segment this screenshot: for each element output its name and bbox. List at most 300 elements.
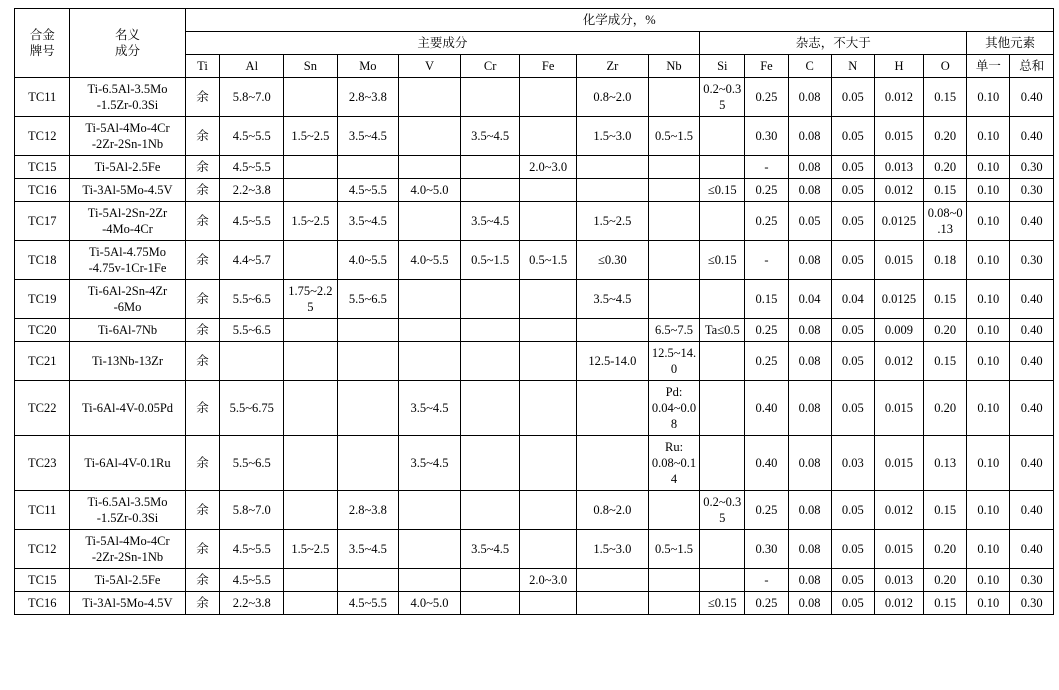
cell-total: 0.40 (1010, 202, 1054, 241)
cell-fe (520, 436, 577, 491)
cell-v (399, 117, 461, 156)
cell-cr: 3.5~4.5 (460, 530, 520, 569)
cell-name-line1: Ti-3Al-5Mo-4.5V (82, 596, 173, 610)
cell-h: 0.012 (874, 491, 923, 530)
cell-sn (284, 241, 337, 280)
cell-nb: Ru: 0.08~0.14 (648, 436, 699, 491)
header-col-nb: Nb (648, 55, 699, 78)
cell-total: 0.30 (1010, 569, 1054, 592)
cell-mo: 4.0~5.5 (337, 241, 399, 280)
cell-single: 0.10 (967, 491, 1010, 530)
header-impurities: 杂志，不大于 (700, 32, 967, 55)
cell-si-impurity: Ta≤0.5 (700, 319, 745, 342)
cell-name (70, 78, 185, 117)
cell-fe (520, 78, 577, 117)
cell-c: 0.04 (788, 280, 831, 319)
cell-name-line1: Ti-6Al-4V-0.05Pd (81, 401, 174, 415)
cell-single: 0.10 (967, 179, 1010, 202)
header-col-single: 单一 (967, 55, 1010, 78)
cell-si-impurity: ≤0.15 (700, 241, 745, 280)
cell-n: 0.04 (831, 280, 874, 319)
cell-v: 4.0~5.0 (399, 592, 461, 615)
cell-al: 2.2~3.8 (220, 592, 284, 615)
cell-n: 0.05 (831, 342, 874, 381)
cell-name-line2: -4Mo-4Cr (102, 222, 153, 236)
header-name-line1: 名义 (114, 28, 140, 42)
cell-h: 0.0125 (874, 202, 923, 241)
cell-ti: 余 (185, 342, 220, 381)
cell-mo (337, 319, 399, 342)
cell-n: 0.05 (831, 179, 874, 202)
cell-grade: TC17 (15, 202, 70, 241)
header-col-sn: Sn (284, 55, 337, 78)
cell-ti: 余 (185, 179, 220, 202)
alloy-composition-table (14, 8, 1054, 615)
cell-single: 0.10 (967, 569, 1010, 592)
cell-al: 4.4~5.7 (220, 241, 284, 280)
cell-total: 0.30 (1010, 156, 1054, 179)
header-col-mo: Mo (337, 55, 399, 78)
cell-v: 4.0~5.0 (399, 179, 461, 202)
header-col-zr: Zr (576, 55, 648, 78)
cell-c: 0.08 (788, 117, 831, 156)
cell-o: 0.15 (924, 78, 967, 117)
cell-cr (460, 569, 520, 592)
cell-si-impurity (700, 436, 745, 491)
cell-si-impurity (700, 117, 745, 156)
cell-al: 2.2~3.8 (220, 179, 284, 202)
header-col-fe: Fe (520, 55, 577, 78)
header-chemical-composition: 化学成分，% (185, 9, 1053, 32)
table-row (15, 491, 1054, 530)
cell-ti: 余 (185, 569, 220, 592)
cell-cr (460, 342, 520, 381)
cell-fe (520, 342, 577, 381)
cell-single: 0.10 (967, 78, 1010, 117)
cell-nb (648, 569, 699, 592)
cell-name-line2: -2Zr-2Sn-1Nb (91, 137, 164, 151)
table-row (15, 319, 1054, 342)
cell-v (399, 319, 461, 342)
cell-sn (284, 436, 337, 491)
table-body (15, 78, 1054, 615)
header-col-ti: Ti (185, 55, 220, 78)
table-row (15, 436, 1054, 491)
cell-al: 4.5~5.5 (220, 530, 284, 569)
cell-mo (337, 342, 399, 381)
cell-zr: 1.5~2.5 (576, 202, 648, 241)
cell-name-line1: Ti-6Al-2Sn-4Zr (87, 284, 168, 298)
cell-h: 0.0125 (874, 280, 923, 319)
cell-name (70, 569, 185, 592)
header-col-c: C (788, 55, 831, 78)
cell-name-line1: Ti-6Al-4V-0.1Ru (84, 456, 171, 470)
cell-h: 0.015 (874, 530, 923, 569)
cell-n: 0.03 (831, 436, 874, 491)
cell-fe-impurity: 0.25 (745, 202, 788, 241)
cell-si-impurity: 0.2~0.35 (700, 78, 745, 117)
cell-si-impurity (700, 202, 745, 241)
cell-name-line2: -4.75v-1Cr-1Fe (88, 261, 167, 275)
table-row (15, 280, 1054, 319)
cell-grade: TC23 (15, 436, 70, 491)
cell-cr (460, 491, 520, 530)
cell-cr: 3.5~4.5 (460, 202, 520, 241)
cell-fe-impurity: 0.25 (745, 491, 788, 530)
cell-single: 0.10 (967, 436, 1010, 491)
cell-n: 0.05 (831, 569, 874, 592)
header-grade-line2: 牌号 (29, 44, 55, 58)
cell-fe-impurity: 0.30 (745, 530, 788, 569)
cell-cr (460, 381, 520, 436)
cell-name (70, 319, 185, 342)
cell-nb: 12.5~14.0 (648, 342, 699, 381)
cell-fe-impurity: 0.40 (745, 381, 788, 436)
cell-o: 0.20 (924, 381, 967, 436)
cell-c: 0.08 (788, 319, 831, 342)
cell-al: 4.5~5.5 (220, 202, 284, 241)
cell-grade: TC15 (15, 569, 70, 592)
cell-single: 0.10 (967, 280, 1010, 319)
cell-ti: 余 (185, 436, 220, 491)
cell-mo: 2.8~3.8 (337, 78, 399, 117)
cell-total: 0.30 (1010, 179, 1054, 202)
cell-zr (576, 381, 648, 436)
cell-h: 0.012 (874, 592, 923, 615)
cell-name-line1: Ti-5Al-4Mo-4Cr (85, 121, 170, 135)
cell-c: 0.08 (788, 241, 831, 280)
cell-zr: 0.8~2.0 (576, 491, 648, 530)
cell-zr (576, 436, 648, 491)
cell-name-line2: -1.5Zr-0.3Si (96, 98, 159, 112)
cell-o: 0.18 (924, 241, 967, 280)
cell-n: 0.05 (831, 530, 874, 569)
cell-o: 0.13 (924, 436, 967, 491)
cell-single: 0.10 (967, 117, 1010, 156)
cell-fe (520, 381, 577, 436)
cell-name (70, 491, 185, 530)
cell-sn: 1.5~2.5 (284, 530, 337, 569)
cell-c: 0.08 (788, 436, 831, 491)
cell-total: 0.40 (1010, 342, 1054, 381)
cell-fe (520, 530, 577, 569)
header-main-composition: 主要成分 (185, 32, 700, 55)
cell-al: 4.5~5.5 (220, 117, 284, 156)
cell-v: 3.5~4.5 (399, 436, 461, 491)
cell-al: 5.8~7.0 (220, 78, 284, 117)
cell-zr (576, 569, 648, 592)
cell-mo: 3.5~4.5 (337, 202, 399, 241)
cell-n: 0.05 (831, 491, 874, 530)
table-row (15, 202, 1054, 241)
cell-sn (284, 179, 337, 202)
cell-ti: 余 (185, 202, 220, 241)
cell-name-line2: -6Mo (113, 300, 142, 314)
cell-al: 5.5~6.5 (220, 436, 284, 491)
cell-n: 0.05 (831, 381, 874, 436)
cell-o: 0.20 (924, 156, 967, 179)
cell-grade: TC22 (15, 381, 70, 436)
cell-si-impurity (700, 280, 745, 319)
header-other-elements: 其他元素 (967, 32, 1054, 55)
cell-o: 0.15 (924, 179, 967, 202)
cell-si-impurity: ≤0.15 (700, 592, 745, 615)
header-grade (15, 9, 70, 78)
cell-nb (648, 156, 699, 179)
cell-cr (460, 436, 520, 491)
cell-single: 0.10 (967, 156, 1010, 179)
cell-h: 0.015 (874, 381, 923, 436)
cell-n: 0.05 (831, 156, 874, 179)
cell-fe (520, 202, 577, 241)
cell-o: 0.15 (924, 280, 967, 319)
cell-c: 0.08 (788, 569, 831, 592)
cell-nb: 6.5~7.5 (648, 319, 699, 342)
cell-cr (460, 280, 520, 319)
cell-name (70, 592, 185, 615)
cell-nb (648, 592, 699, 615)
cell-cr (460, 78, 520, 117)
cell-name (70, 342, 185, 381)
cell-o: 0.20 (924, 319, 967, 342)
cell-name-line1: Ti-5Al-2Sn-2Zr (87, 206, 168, 220)
cell-v: 3.5~4.5 (399, 381, 461, 436)
cell-grade: TC18 (15, 241, 70, 280)
cell-o: 0.20 (924, 569, 967, 592)
header-col-al: Al (220, 55, 284, 78)
cell-name-line1: Ti-13Nb-13Zr (91, 354, 164, 368)
cell-grade: TC11 (15, 78, 70, 117)
cell-total: 0.30 (1010, 592, 1054, 615)
cell-v (399, 78, 461, 117)
cell-nb (648, 202, 699, 241)
cell-sn (284, 319, 337, 342)
header-col-si-impurity: Si (700, 55, 745, 78)
cell-total: 0.40 (1010, 491, 1054, 530)
cell-grade: TC12 (15, 117, 70, 156)
cell-n: 0.05 (831, 202, 874, 241)
cell-single: 0.10 (967, 202, 1010, 241)
cell-si-impurity: 0.2~0.35 (700, 491, 745, 530)
cell-al: 5.5~6.5 (220, 319, 284, 342)
cell-sn: 1.75~2.25 (284, 280, 337, 319)
cell-v (399, 156, 461, 179)
cell-total: 0.40 (1010, 381, 1054, 436)
cell-h: 0.012 (874, 78, 923, 117)
cell-ti: 余 (185, 156, 220, 179)
cell-grade: TC16 (15, 592, 70, 615)
table-row (15, 592, 1054, 615)
cell-n: 0.05 (831, 592, 874, 615)
cell-cr (460, 319, 520, 342)
cell-single: 0.10 (967, 241, 1010, 280)
header-col-total: 总和 (1010, 55, 1054, 78)
cell-c: 0.08 (788, 179, 831, 202)
cell-fe-impurity: 0.25 (745, 342, 788, 381)
cell-ti: 余 (185, 530, 220, 569)
cell-fe (520, 319, 577, 342)
table-row (15, 78, 1054, 117)
table-row (15, 381, 1054, 436)
cell-al: 5.5~6.75 (220, 381, 284, 436)
cell-c: 0.08 (788, 381, 831, 436)
cell-name-line2: -2Zr-2Sn-1Nb (91, 550, 164, 564)
cell-si-impurity (700, 569, 745, 592)
cell-v (399, 491, 461, 530)
cell-h: 0.015 (874, 241, 923, 280)
cell-name (70, 202, 185, 241)
cell-nb: 0.5~1.5 (648, 117, 699, 156)
cell-fe: 2.0~3.0 (520, 156, 577, 179)
cell-ti: 余 (185, 319, 220, 342)
cell-n: 0.05 (831, 78, 874, 117)
cell-ti: 余 (185, 78, 220, 117)
cell-name-line1: Ti-6.5Al-3.5Mo (87, 82, 168, 96)
cell-nb (648, 241, 699, 280)
cell-fe-impurity: 0.25 (745, 319, 788, 342)
cell-ti: 余 (185, 381, 220, 436)
cell-zr (576, 319, 648, 342)
cell-name (70, 179, 185, 202)
cell-n: 0.05 (831, 241, 874, 280)
cell-zr (576, 179, 648, 202)
cell-si-impurity (700, 381, 745, 436)
cell-name-line1: Ti-5Al-2.5Fe (94, 160, 161, 174)
cell-sn (284, 342, 337, 381)
cell-mo: 2.8~3.8 (337, 491, 399, 530)
cell-name-line1: Ti-6Al-7Nb (97, 323, 158, 337)
cell-mo: 5.5~6.5 (337, 280, 399, 319)
cell-nb (648, 491, 699, 530)
table-header (15, 9, 1054, 78)
cell-sn: 1.5~2.5 (284, 117, 337, 156)
cell-name-line1: Ti-5Al-2.5Fe (94, 573, 161, 587)
cell-fe (520, 280, 577, 319)
cell-h: 0.012 (874, 342, 923, 381)
cell-nb (648, 78, 699, 117)
cell-nb (648, 179, 699, 202)
cell-c: 0.08 (788, 491, 831, 530)
cell-zr: 12.5-14.0 (576, 342, 648, 381)
cell-h: 0.009 (874, 319, 923, 342)
cell-al (220, 342, 284, 381)
table-row (15, 179, 1054, 202)
cell-zr: 3.5~4.5 (576, 280, 648, 319)
cell-ti: 余 (185, 280, 220, 319)
cell-single: 0.10 (967, 381, 1010, 436)
cell-mo (337, 381, 399, 436)
cell-sn (284, 78, 337, 117)
cell-v (399, 342, 461, 381)
cell-sn (284, 592, 337, 615)
cell-c: 0.08 (788, 592, 831, 615)
cell-c: 0.05 (788, 202, 831, 241)
cell-h: 0.015 (874, 117, 923, 156)
cell-v (399, 280, 461, 319)
header-row-title (15, 9, 1054, 32)
cell-sn: 1.5~2.5 (284, 202, 337, 241)
cell-name-line1: Ti-5Al-4.75Mo (89, 245, 166, 259)
cell-cr: 0.5~1.5 (460, 241, 520, 280)
cell-single: 0.10 (967, 342, 1010, 381)
cell-total: 0.40 (1010, 280, 1054, 319)
cell-total: 0.40 (1010, 78, 1054, 117)
cell-al: 5.5~6.5 (220, 280, 284, 319)
cell-o: 0.15 (924, 592, 967, 615)
table-row (15, 569, 1054, 592)
cell-single: 0.10 (967, 592, 1010, 615)
cell-nb (648, 280, 699, 319)
cell-name (70, 280, 185, 319)
cell-cr (460, 179, 520, 202)
cell-nb: 0.5~1.5 (648, 530, 699, 569)
cell-fe-impurity: - (745, 569, 788, 592)
header-grade-line1: 合金 (29, 28, 55, 42)
table-row (15, 117, 1054, 156)
cell-name (70, 530, 185, 569)
cell-grade: TC12 (15, 530, 70, 569)
cell-sn (284, 569, 337, 592)
cell-fe-impurity: 0.30 (745, 117, 788, 156)
cell-fe-impurity: - (745, 156, 788, 179)
cell-single: 0.10 (967, 319, 1010, 342)
table-row (15, 241, 1054, 280)
header-col-v: V (399, 55, 461, 78)
cell-fe-impurity: 0.25 (745, 179, 788, 202)
header-col-h: H (874, 55, 923, 78)
cell-name (70, 156, 185, 179)
cell-total: 0.40 (1010, 530, 1054, 569)
cell-ti: 余 (185, 491, 220, 530)
cell-fe-impurity: 0.25 (745, 592, 788, 615)
cell-fe (520, 117, 577, 156)
cell-al: 4.5~5.5 (220, 156, 284, 179)
cell-zr: ≤0.30 (576, 241, 648, 280)
cell-c: 0.08 (788, 530, 831, 569)
table-row (15, 342, 1054, 381)
header-col-o: O (924, 55, 967, 78)
cell-cr (460, 592, 520, 615)
cell-o: 0.15 (924, 342, 967, 381)
cell-grade: TC15 (15, 156, 70, 179)
cell-name (70, 241, 185, 280)
cell-fe-impurity: 0.40 (745, 436, 788, 491)
cell-grade: TC16 (15, 179, 70, 202)
cell-sn (284, 381, 337, 436)
cell-c: 0.08 (788, 156, 831, 179)
header-col-fe-impurity: Fe (745, 55, 788, 78)
cell-name-line1: Ti-6.5Al-3.5Mo (87, 495, 168, 509)
cell-zr: 1.5~3.0 (576, 117, 648, 156)
cell-h: 0.015 (874, 436, 923, 491)
cell-h: 0.012 (874, 179, 923, 202)
cell-sn (284, 156, 337, 179)
cell-o: 0.20 (924, 530, 967, 569)
cell-v: 4.0~5.5 (399, 241, 461, 280)
cell-fe (520, 592, 577, 615)
cell-si-impurity (700, 342, 745, 381)
cell-ti: 余 (185, 241, 220, 280)
cell-zr (576, 156, 648, 179)
cell-o: 0.15 (924, 491, 967, 530)
cell-name (70, 117, 185, 156)
cell-v (399, 569, 461, 592)
cell-mo (337, 436, 399, 491)
cell-grade: TC20 (15, 319, 70, 342)
cell-o: 0.20 (924, 117, 967, 156)
cell-v (399, 202, 461, 241)
cell-total: 0.40 (1010, 436, 1054, 491)
